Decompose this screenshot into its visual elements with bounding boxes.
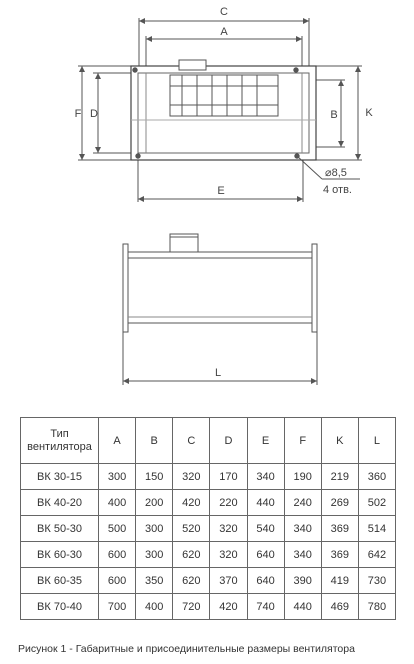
- table-cell: 400: [99, 490, 136, 516]
- dim-b-label: B: [330, 109, 338, 121]
- table-header-l: L: [358, 418, 395, 464]
- table-cell: 520: [173, 516, 210, 542]
- table-row: [21, 542, 396, 568]
- table-header-row: [21, 418, 396, 464]
- table-cell: 240: [284, 490, 321, 516]
- table-cell: 740: [247, 594, 284, 620]
- table-cell: 500: [99, 516, 136, 542]
- hole-count-label: 4 отв.: [323, 184, 352, 196]
- table-cell: 642: [358, 542, 395, 568]
- dim-a-label: A: [220, 26, 228, 38]
- table-cell: 220: [210, 490, 247, 516]
- table-row: [21, 490, 396, 516]
- table-cell: 600: [99, 568, 136, 594]
- table-row: [21, 464, 396, 490]
- table-cell: 420: [210, 594, 247, 620]
- table-cell: 170: [210, 464, 247, 490]
- table-cell-type: ВК 50-30: [21, 516, 99, 542]
- figure-caption: Рисунок 1 - Габаритные и присоединительные размеры вентилятора: [18, 643, 355, 655]
- table-cell: 469: [321, 594, 358, 620]
- table-cell: 620: [173, 542, 210, 568]
- dim-f-label: F: [74, 108, 82, 120]
- table-header-type: Тип вентилятора: [21, 418, 99, 464]
- table-cell: 269: [321, 490, 358, 516]
- table-cell: 502: [358, 490, 395, 516]
- dim-c-label: C: [220, 6, 228, 18]
- table-cell: 200: [136, 490, 173, 516]
- table-cell: 369: [321, 516, 358, 542]
- table-cell-type: ВК 60-35: [21, 568, 99, 594]
- table-cell: 150: [136, 464, 173, 490]
- table-cell: 640: [247, 568, 284, 594]
- table-cell: 780: [358, 594, 395, 620]
- table-cell: 514: [358, 516, 395, 542]
- table-cell: 370: [210, 568, 247, 594]
- table-cell: 340: [284, 542, 321, 568]
- table-cell-type: ВК 60-30: [21, 542, 99, 568]
- table-cell: 390: [284, 568, 321, 594]
- hole-diameter-label: ⌀8,5: [325, 167, 347, 179]
- table-cell: 340: [284, 516, 321, 542]
- table-header-k: K: [321, 418, 358, 464]
- table-cell: 440: [284, 594, 321, 620]
- table-cell: 440: [247, 490, 284, 516]
- table-cell-type: ВК 30-15: [21, 464, 99, 490]
- table-cell: 219: [321, 464, 358, 490]
- table-cell: 720: [173, 594, 210, 620]
- top-view: [78, 18, 362, 202]
- table-cell: 300: [99, 464, 136, 490]
- table-cell: 320: [210, 542, 247, 568]
- table-header-c: C: [173, 418, 210, 464]
- table-cell: 320: [173, 464, 210, 490]
- table-cell: 420: [173, 490, 210, 516]
- table-cell: 600: [99, 542, 136, 568]
- dimensions-table: [20, 417, 396, 620]
- table-cell: 350: [136, 568, 173, 594]
- table-cell: 300: [136, 516, 173, 542]
- table-cell: 540: [247, 516, 284, 542]
- table-cell: 419: [321, 568, 358, 594]
- table-cell: 640: [247, 542, 284, 568]
- dim-e-label: E: [217, 185, 225, 197]
- table-cell: 730: [358, 568, 395, 594]
- table-header-d: D: [210, 418, 247, 464]
- table-cell: 190: [284, 464, 321, 490]
- side-view: [123, 234, 317, 385]
- table-row: [21, 568, 396, 594]
- table-cell: 700: [99, 594, 136, 620]
- table-cell: 400: [136, 594, 173, 620]
- table-cell: 300: [136, 542, 173, 568]
- table-cell: 360: [358, 464, 395, 490]
- dim-d-label: D: [90, 108, 98, 120]
- dim-l-label: L: [214, 367, 222, 379]
- table-header-e: E: [247, 418, 284, 464]
- table-cell-type: ВК 40-20: [21, 490, 99, 516]
- table-cell: 340: [247, 464, 284, 490]
- table-cell: 320: [210, 516, 247, 542]
- table-row: [21, 516, 396, 542]
- motor-drawing: [170, 60, 278, 116]
- dim-k-label: K: [365, 107, 373, 119]
- table-cell: 369: [321, 542, 358, 568]
- table-cell-type: ВК 70-40: [21, 594, 99, 620]
- table-cell: 620: [173, 568, 210, 594]
- table-header-f: F: [284, 418, 321, 464]
- table-header-a: A: [99, 418, 136, 464]
- table-header-b: B: [136, 418, 173, 464]
- table-row: [21, 594, 396, 620]
